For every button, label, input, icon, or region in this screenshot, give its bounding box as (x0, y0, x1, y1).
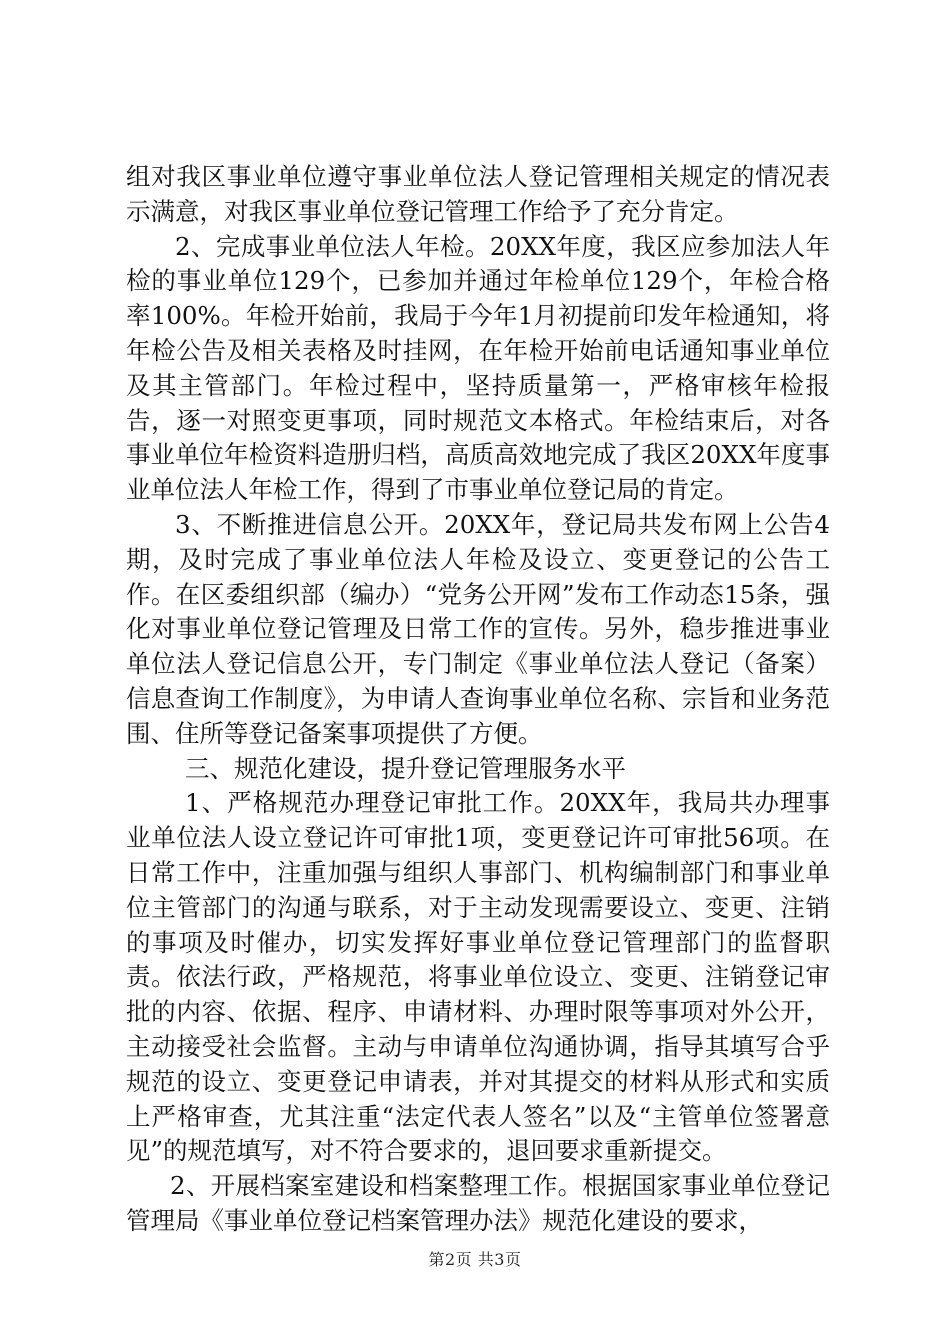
paragraph-continuation: 组对我区事业单位遵守事业单位法人登记管理相关规定的情况表示满意，对我区事业单位登记管理工作给予了充分肯定。 (126, 162, 830, 226)
document-body (126, 160, 830, 1239)
section-heading-standardization: 三、规范化建设，提升登记管理服务水平 (185, 753, 626, 783)
paragraph-information-disclosure: 3、不断推进信息公开。20XX年，登记局共发布网上公告4期，及时完成了事业单位法人年检及设立、变更登记的公告工作。在区委组织部（编办）“党务公开网”发布工作动态15条，强化对事业单位登记管理及日常工作的宣传。另外，稳步推进事业单位法人登记信息公开，专门制定《事业单位法人登记（备案）信息查询工作制度》，为申请人查询事业单位名称、宗旨和业务范围、住所等登记备案事项提供了方便。 (126, 509, 830, 748)
page-number-footer: 第2页 共3页 (428, 1250, 522, 1269)
paragraph-annual-inspection: 2、完成事业单位法人年检。20XX年度，我区应参加法人年检的事业单位129个，已参加并通过年检单位129个，年检合格率100%。年检开始前，我局于今年1月初提前印发年检通知，将年检公告及相关表格及时挂网，在年检开始前电话通知事业单位及其主管部门。年检过程中，坚持质量第一，严格审核年检报告，逐一对照变更事项，同时规范文本格式。年检结束后，对各事业单位年检资料造册归档，高质高效地完成了我区20XX年度事业单位法人年检工作，得到了市事业单位登记局的肯定。 (126, 231, 830, 505)
paragraph-registration-approval: 1、严格规范办理登记审批工作。20XX年，我局共办理事业单位法人设立登记许可审批1项，变更登记许可审批56项。在日常工作中，注重加强与组织人事部门、机构编制部门和事业单位主管部门的沟通与联系，对于主动发现需要设立、变更、注销的事项及时催办，切实发挥好事业单位登记管理部门的监督职责。依法行政，严格规范，将事业单位设立、变更、注销登记审批的内容、依据、程序、申请材料、办理时限等事项对外公开，主动接受社会监督。主动与申请单位沟通协调，指导其填写合乎规范的设立、变更登记申请表，并对其提交的材料从形式和实质上严格审查，尤其注重“法定代表人签名”以及“主管单位签署意见”的规范填写，对不符合要求的，退回要求重新提交。 (126, 788, 830, 1166)
paragraph-archive-construction: 2、开展档案室建设和档案整理工作。根据国家事业单位登记管理局《事业单位登记档案管理办法》规范化建设的要求， (126, 1171, 830, 1235)
